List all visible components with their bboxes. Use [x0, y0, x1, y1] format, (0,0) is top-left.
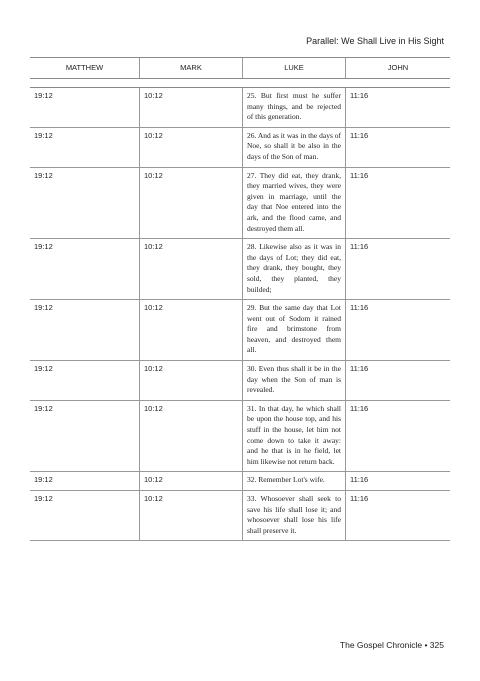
- cell-luke: 29. But the same day that Lot went out of Sodom it rained fire and brimstone from heaven, and destroyed them all.: [243, 300, 346, 360]
- parallel-table: [30, 87, 450, 541]
- cell-john: 11:16: [350, 403, 369, 413]
- cell-mark: 10:12: [140, 472, 243, 490]
- table-row: [30, 300, 450, 361]
- column-header-mark: MARK: [140, 58, 243, 78]
- cell-luke: 30. Even thus shall it be in the day when the Son of man is revealed.: [243, 361, 346, 400]
- cell-luke: 25. But first must he suffer many things, and be rejected of this generation.: [243, 88, 346, 127]
- cell-matthew: 19:12: [30, 168, 140, 239]
- cell-john: 11:16: [350, 475, 369, 485]
- cell-luke: 32. Remember Lot's wife.: [243, 472, 346, 490]
- cell-mark: 10:12: [140, 491, 243, 540]
- cell-mark: 10:12: [140, 300, 243, 360]
- cell-john: 11:16: [350, 303, 369, 313]
- table-row: [30, 168, 450, 240]
- table-row: [30, 401, 450, 473]
- cell-mark: 10:12: [140, 88, 243, 127]
- cell-john: 11:16: [350, 364, 369, 374]
- table-row: [30, 491, 450, 541]
- cell-matthew: 19:12: [30, 472, 140, 490]
- cell-matthew: 19:12: [30, 128, 140, 167]
- cell-mark: 10:12: [140, 128, 243, 167]
- cell-mark: 10:12: [140, 401, 243, 472]
- cell-mark: 10:12: [140, 239, 243, 299]
- column-header-john: JOHN: [387, 63, 409, 72]
- page-footer: The Gospel Chronicle • 325: [339, 640, 444, 650]
- table-row: [30, 128, 450, 168]
- column-header-row: [30, 57, 450, 79]
- cell-matthew: 19:12: [30, 401, 140, 472]
- cell-john: 11:16: [350, 170, 369, 180]
- cell-luke: 26. And as it was in the days of Noe, so shall it be also in the days of the Son of man.: [243, 128, 346, 167]
- cell-matthew: 19:12: [30, 491, 140, 540]
- cell-matthew: 19:12: [30, 88, 140, 127]
- running-title: Parallel: We Shall Live in His Sight: [306, 36, 444, 46]
- table-row: [30, 239, 450, 300]
- cell-matthew: 19:12: [30, 361, 140, 400]
- cell-john: 11:16: [350, 130, 369, 140]
- cell-luke: 27. They did eat, they drank, they married wives, they were given in marriage, until the day that Noe entered into the ark, and the flood came, and destroyed them all.: [243, 168, 346, 239]
- cell-luke: 33. Whosoever shall seek to save his life shall lose it; and whosoever shall lose his life shall preserve it.: [243, 491, 346, 540]
- cell-luke: 28. Likewise also as it was in the days of Lot; they did eat, they drank, they bought, they sold, they planted, they builded;: [243, 239, 346, 299]
- cell-john: 11:16: [350, 91, 369, 100]
- cell-matthew: 19:12: [30, 300, 140, 360]
- cell-john: 11:16: [350, 494, 369, 503]
- column-header-matthew: MATTHEW: [30, 58, 140, 78]
- cell-luke: 31. In that day, he which shall be upon the house top, and his stuff in the house, let him not come down to take it away: and he that is in he field, let him likewise not return back.: [243, 401, 346, 472]
- cell-john: 11:16: [350, 242, 369, 252]
- column-header-luke: LUKE: [243, 58, 346, 78]
- cell-mark: 10:12: [140, 361, 243, 400]
- table-row: [30, 88, 450, 128]
- cell-mark: 10:12: [140, 168, 243, 239]
- table-row: [30, 361, 450, 401]
- table-row: [30, 472, 450, 491]
- cell-matthew: 19:12: [30, 239, 140, 299]
